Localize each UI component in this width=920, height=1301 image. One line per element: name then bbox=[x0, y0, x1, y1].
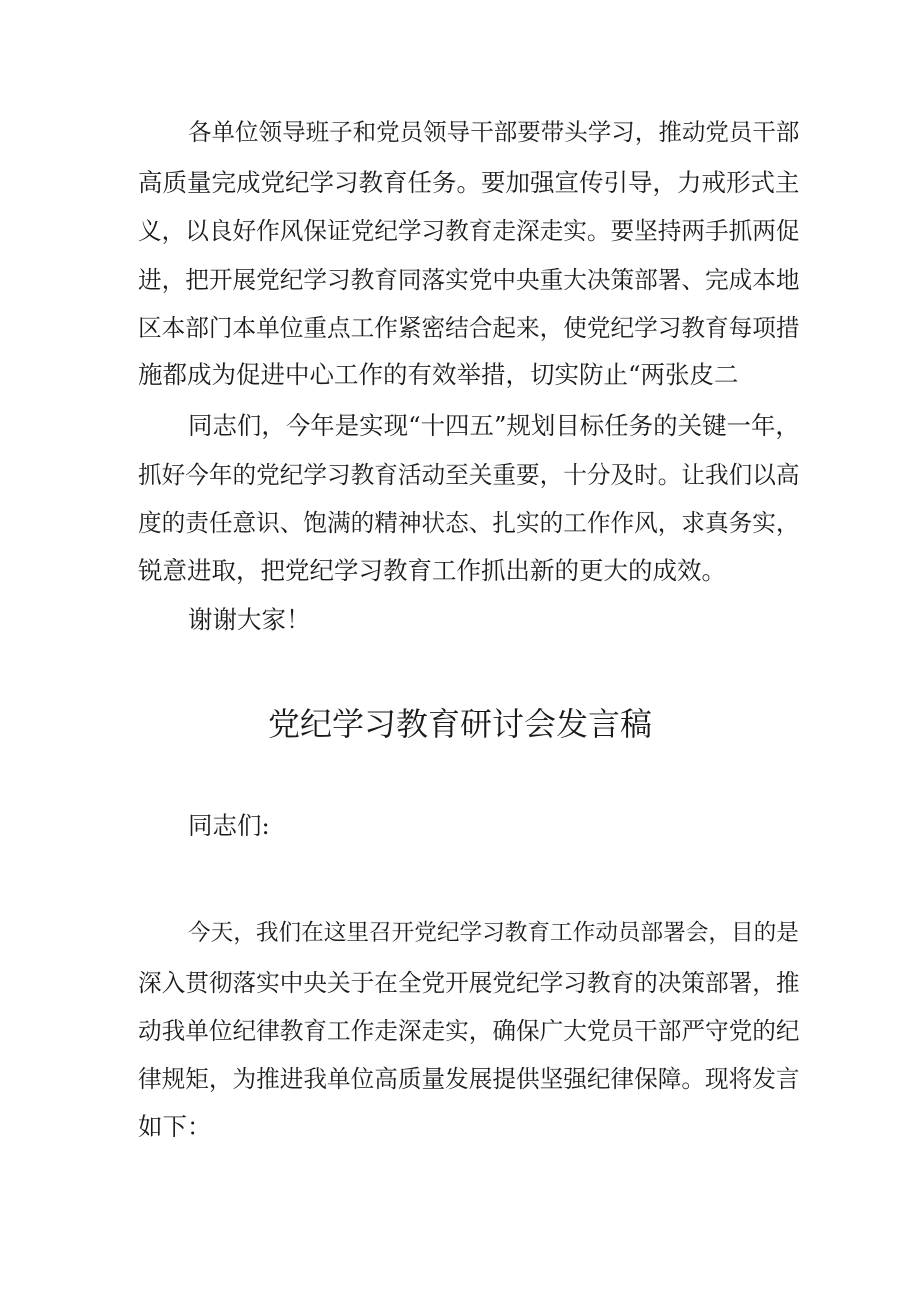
paragraph-1-line-1: 各单位领导班子和党员领导干部要带头学习，推动党员干部 bbox=[188, 118, 800, 146]
paragraph-2-line-2: 抓好今年的党纪学习教育活动至关重要，十分及时。让我们以高 bbox=[138, 461, 800, 489]
paragraph-2-line-3: 度的责任意识、饱满的精神状态、扎实的工作作风，求真务实， bbox=[138, 509, 800, 537]
paragraph-1-line-5: 区本部门本单位重点工作紧密结合起来，使党纪学习教育每项措 bbox=[138, 314, 800, 342]
paragraph-2-line-4: 锐意进取，把党纪学习教育工作抓出新的更大的成效。 bbox=[138, 556, 726, 585]
closing-thanks: 谢谢大家！ bbox=[188, 605, 311, 634]
paragraph-1-line-2: 高质量完成党纪学习教育任务。要加强宣传引导，力戒形式主 bbox=[138, 168, 800, 197]
paragraph-1-line-4: 进，把开展党纪学习教育同落实党中央重大决策部署、完成本地 bbox=[138, 266, 800, 294]
paragraph-3-line-2: 深入贯彻落实中央关于在全党开展党纪学习教育的决策部署，推 bbox=[138, 969, 800, 997]
paragraph-1-line-6: 施都成为促进中心工作的有效举措，切实防止“两张皮二 bbox=[138, 360, 739, 389]
document-title: 党纪学习教育研讨会发言稿 bbox=[267, 705, 652, 743]
paragraph-1-line-3: 义，以良好作风保证党纪学习教育走深走实。要坚持两手抓两促 bbox=[138, 217, 800, 245]
salutation: 同志们: bbox=[188, 811, 270, 840]
paragraph-2-line-1: 同志们，今年是实现“十四五”规划目标任务的关键一年， bbox=[188, 411, 800, 440]
paragraph-3-line-1: 今天，我们在这里召开党纪学习教育工作动员部署会，目的是 bbox=[188, 920, 799, 946]
paragraph-3-line-3: 动我单位纪律教育工作走深走实，确保广大党员干部严守党的纪 bbox=[138, 1017, 800, 1045]
paragraph-3-line-5: 如下： bbox=[138, 1112, 212, 1141]
paragraph-3-line-4: 律规矩，为推进我单位高质量发展提供坚强纪律保障。现将发言 bbox=[138, 1065, 800, 1093]
